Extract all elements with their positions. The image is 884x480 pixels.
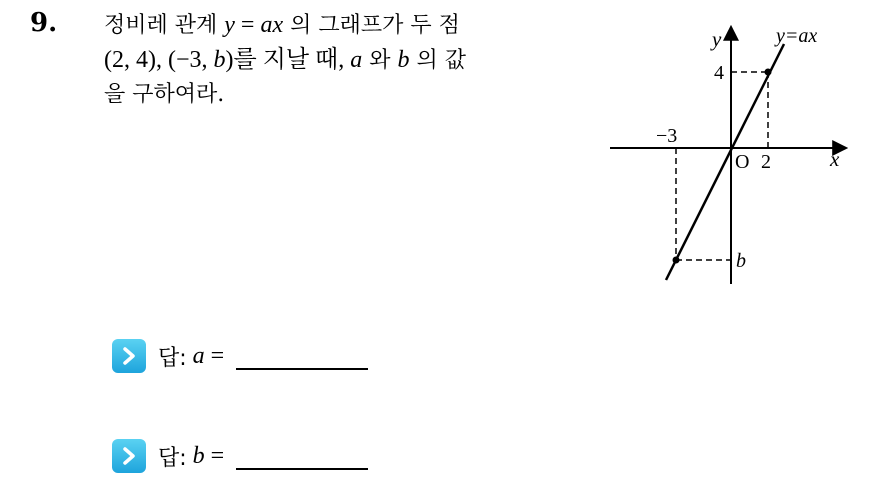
- answer-b-row: [112, 438, 368, 474]
- math-equals: =: [234, 12, 261, 38]
- proportion-graph: [600, 14, 884, 294]
- question-line-1: [104, 8, 584, 43]
- tick-label-neg3: −3: [656, 125, 678, 147]
- point-neg3-b: [673, 257, 680, 264]
- origin-label: O: [735, 151, 750, 173]
- chevron-right-icon: [112, 439, 146, 473]
- answer-a-row: [112, 338, 368, 374]
- y-axis-label: y: [712, 27, 722, 51]
- line-label: y=ax: [776, 25, 818, 47]
- math-b: b: [213, 47, 226, 73]
- text-segment: 와: [362, 48, 398, 73]
- answer-variable: a: [192, 342, 205, 369]
- answer-b-blank[interactable]: [236, 442, 368, 470]
- answer-variable: b: [192, 442, 205, 469]
- math-y: y: [224, 12, 235, 38]
- tick-label-4: 4: [714, 62, 724, 84]
- question-number: 9.: [30, 8, 58, 38]
- math-b: b: [397, 47, 410, 73]
- answer-equals: =: [210, 442, 225, 469]
- chevron-right-icon: [112, 339, 146, 373]
- question-line-3: 을 구하여라.: [104, 82, 225, 107]
- text-segment: 정비레 관계: [104, 13, 225, 38]
- math-a: a: [350, 47, 363, 73]
- point-b-label: b: [736, 250, 746, 272]
- text-segment: 의 값: [409, 48, 466, 73]
- question-line-2: [104, 43, 584, 78]
- math-points: (2, 4), (−3,: [104, 47, 214, 73]
- text-segment: 의 그래프가 두 점: [283, 13, 460, 38]
- question-text: [104, 8, 584, 112]
- text-segment: )를 지날 때,: [225, 47, 351, 73]
- answer-label: 답:: [158, 345, 187, 371]
- point-2-4: [765, 69, 772, 76]
- math-ax: ax: [260, 12, 284, 38]
- tick-label-2: 2: [761, 151, 771, 173]
- answer-a-blank[interactable]: [236, 342, 368, 370]
- x-axis-label: x: [830, 147, 840, 171]
- answer-equals: =: [210, 342, 225, 369]
- answer-label: 답:: [158, 445, 187, 471]
